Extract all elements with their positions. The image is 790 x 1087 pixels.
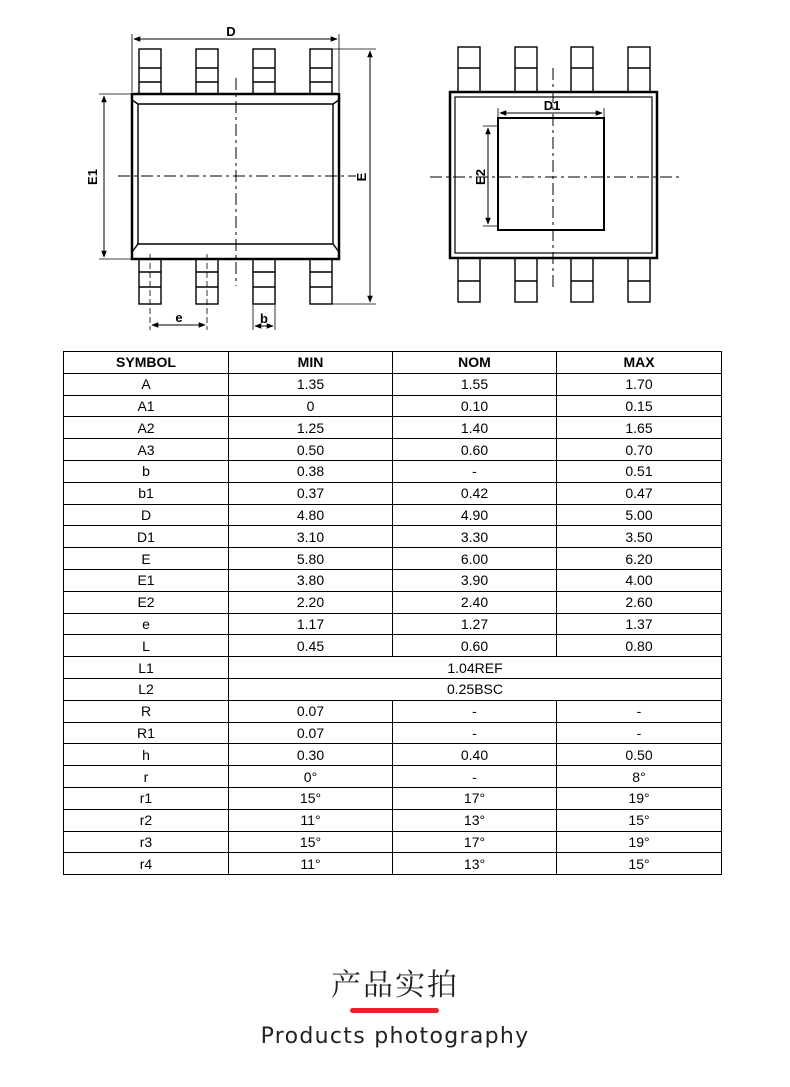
label-E: E [354, 172, 369, 182]
header-max: MAX [557, 352, 722, 374]
section-title-underline [350, 1008, 439, 1013]
cell-symbol: b1 [64, 482, 229, 504]
table-row [64, 766, 722, 788]
table-row [64, 548, 722, 570]
table-row [64, 635, 722, 657]
table-row [64, 831, 722, 853]
cell-max: 0.47 [557, 482, 722, 504]
cell-nom: 1.27 [393, 613, 557, 635]
cell-max: 1.37 [557, 613, 722, 635]
cell-symbol: A2 [64, 417, 229, 439]
cell-symbol: E1 [64, 569, 229, 591]
cell-min: 15° [229, 787, 393, 809]
cell-nom: 17° [393, 831, 557, 853]
cell-symbol: R1 [64, 722, 229, 744]
bottom-view-bottom-pins [458, 256, 650, 302]
cell-symbol: r1 [64, 787, 229, 809]
cell-min: 11° [229, 809, 393, 831]
cell-nom: 0.10 [393, 395, 557, 417]
cell-min: 0.37 [229, 482, 393, 504]
cell-max: 1.70 [557, 373, 722, 395]
table-row [64, 613, 722, 635]
cell-nom: 4.90 [393, 504, 557, 526]
cell-nom: 0.60 [393, 635, 557, 657]
cell-symbol: A1 [64, 395, 229, 417]
cell-min: 0.07 [229, 722, 393, 744]
cell-max: 19° [557, 787, 722, 809]
cell-symbol: L [64, 635, 229, 657]
cell-max: 4.00 [557, 569, 722, 591]
cell-symbol: R [64, 700, 229, 722]
cell-min: 0 [229, 395, 393, 417]
cell-symbol: r3 [64, 831, 229, 853]
cell-symbol: b [64, 460, 229, 482]
cell-symbol: D1 [64, 526, 229, 548]
table-row [64, 439, 722, 461]
exposed-pad [498, 118, 604, 230]
cell-symbol: L1 [64, 657, 229, 679]
table-row [64, 722, 722, 744]
bottom-view-top-pins [458, 47, 650, 93]
cell-nom: - [393, 700, 557, 722]
table-row [64, 853, 722, 875]
cell-nom: 2.40 [393, 591, 557, 613]
cell-symbol: A [64, 373, 229, 395]
table-row [64, 744, 722, 766]
cell-nom: - [393, 460, 557, 482]
table-row [64, 504, 722, 526]
cell-min: 2.20 [229, 591, 393, 613]
cell-symbol: e [64, 613, 229, 635]
cell-nom: - [393, 766, 557, 788]
cell-nom: 17° [393, 787, 557, 809]
label-e: e [175, 310, 183, 325]
cell-min: 0.45 [229, 635, 393, 657]
section-title-en: Products photography [260, 1024, 530, 1049]
cell-max: 19° [557, 831, 722, 853]
label-E2: E2 [473, 169, 488, 185]
cell-symbol: E2 [64, 591, 229, 613]
cell-symbol: D [64, 504, 229, 526]
cell-min: 3.80 [229, 569, 393, 591]
cell-min: 1.35 [229, 373, 393, 395]
bottom-view [430, 47, 680, 302]
cell-nom: 13° [393, 853, 557, 875]
cell-max: 2.60 [557, 591, 722, 613]
header-nom: NOM [393, 352, 557, 374]
table-row [64, 809, 722, 831]
table-header-row [64, 352, 722, 374]
cell-max: 15° [557, 853, 722, 875]
cell-nom: 13° [393, 809, 557, 831]
table-row [64, 591, 722, 613]
cell-min: 1.17 [229, 613, 393, 635]
cell-min: 0.50 [229, 439, 393, 461]
cell-symbol: A3 [64, 439, 229, 461]
cell-reference-value: 1.04REF [229, 657, 722, 679]
label-D: D [226, 24, 236, 39]
cell-nom: - [393, 722, 557, 744]
cell-max: 0.50 [557, 744, 722, 766]
cell-min: 5.80 [229, 548, 393, 570]
cell-symbol: r2 [64, 809, 229, 831]
cell-nom: 0.60 [393, 439, 557, 461]
table-row [64, 678, 722, 700]
table-row [64, 569, 722, 591]
cell-max: 3.50 [557, 526, 722, 548]
header-min: MIN [229, 352, 393, 374]
cell-max: 0.15 [557, 395, 722, 417]
cell-min: 3.10 [229, 526, 393, 548]
table-row [64, 395, 722, 417]
cell-nom: 0.42 [393, 482, 557, 504]
table-row [64, 417, 722, 439]
cell-symbol: r [64, 766, 229, 788]
cell-nom: 1.40 [393, 417, 557, 439]
table-row [64, 657, 722, 679]
cell-nom: 1.55 [393, 373, 557, 395]
cell-max: 1.65 [557, 417, 722, 439]
cell-max: 0.51 [557, 460, 722, 482]
table-body [64, 373, 722, 874]
cell-max: - [557, 700, 722, 722]
cell-symbol: E [64, 548, 229, 570]
top-view [99, 34, 376, 330]
cell-nom: 3.90 [393, 569, 557, 591]
cell-max: 8° [557, 766, 722, 788]
cell-nom: 3.30 [393, 526, 557, 548]
cell-max: 5.00 [557, 504, 722, 526]
table-row [64, 460, 722, 482]
cell-max: 0.70 [557, 439, 722, 461]
label-b: b [260, 311, 268, 326]
table-row [64, 482, 722, 504]
cell-max: 0.80 [557, 635, 722, 657]
label-E1: E1 [85, 169, 100, 185]
cell-symbol: r4 [64, 853, 229, 875]
cell-min: 1.25 [229, 417, 393, 439]
cell-nom: 0.40 [393, 744, 557, 766]
cell-max: - [557, 722, 722, 744]
section-title-cn: 产品实拍 [331, 968, 459, 1003]
header-symbol: SYMBOL [64, 352, 229, 374]
cell-min: 0.07 [229, 700, 393, 722]
cell-min: 11° [229, 853, 393, 875]
cell-min: 4.80 [229, 504, 393, 526]
cell-max: 15° [557, 809, 722, 831]
cell-max: 6.20 [557, 548, 722, 570]
cell-min: 0.30 [229, 744, 393, 766]
cell-reference-value: 0.25BSC [229, 678, 722, 700]
cell-nom: 6.00 [393, 548, 557, 570]
cell-min: 15° [229, 831, 393, 853]
table-row [64, 787, 722, 809]
table-row [64, 700, 722, 722]
package-outline-drawing [0, 0, 790, 345]
cell-min: 0° [229, 766, 393, 788]
table-row [64, 373, 722, 395]
label-D1: D1 [543, 98, 561, 113]
table-row [64, 526, 722, 548]
dimension-table [63, 351, 722, 875]
cell-symbol: h [64, 744, 229, 766]
cell-symbol: L2 [64, 678, 229, 700]
cell-min: 0.38 [229, 460, 393, 482]
